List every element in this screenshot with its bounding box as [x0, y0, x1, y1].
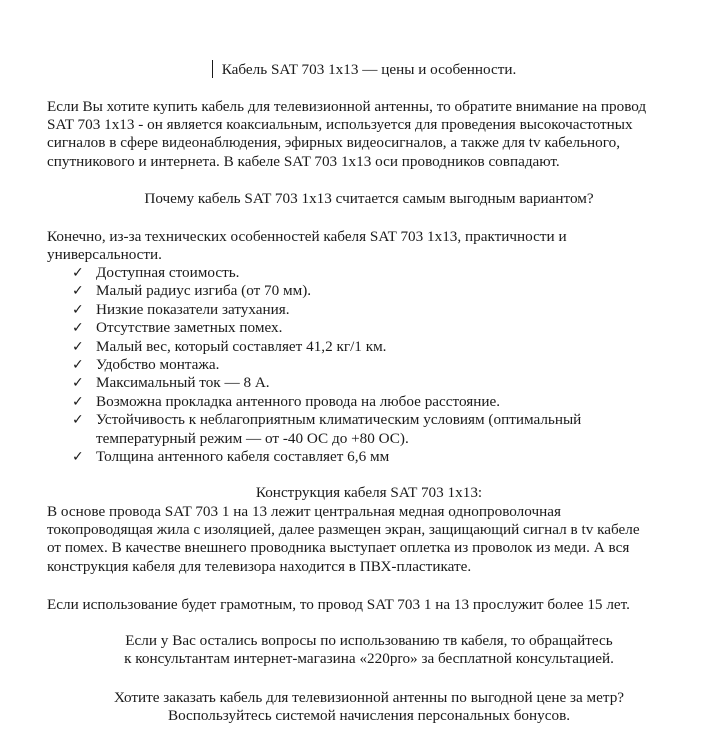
list-item-text: Максимальный ток — 8 А. — [96, 374, 270, 392]
lifetime-paragraph: Если использование будет грамотным, то провод SAT 703 1 на 13 прослужит более 15 лет. — [47, 596, 630, 613]
reasons-line: универсальности. — [47, 246, 162, 264]
intro-line: сигналов в сфере видеонаблюдения, эфирных видеосигналов, а также для tv кабельного, — [47, 134, 621, 152]
list-item — [72, 264, 672, 282]
construction-paragraph — [47, 503, 697, 576]
check-icon: ✓ — [72, 412, 84, 429]
reasons-line: Конечно, из-за технических особенностей кабеля SAT 703 1х13, практичности и — [47, 228, 567, 245]
check-icon: ✓ — [72, 338, 84, 355]
construction-heading: Конструкция кабеля SAT 703 1х13: — [255, 484, 483, 501]
list-item-text: Устойчивость к неблагоприятным климатическим условиям (оптимальный — [96, 411, 582, 429]
construction-line: конструкция кабеля для телевизора находится в ПВХ-пластикате. — [47, 557, 472, 575]
intro-paragraph — [47, 98, 697, 171]
list-item-text: Малый радиус изгиба (от 70 мм). — [96, 282, 312, 300]
intro-line: SAT 703 1х13 - он является коаксиальным, используется для проведения высокочастотных — [47, 116, 633, 134]
intro-line: Если Вы хотите купить кабель для телевизионной антенны, то обратите внимание на провод — [47, 98, 647, 115]
check-icon: ✓ — [72, 357, 84, 374]
construction-line: токопроводящая жила с изоляцией, далее размещен экран, защищающий сигнал в tv кабеле — [47, 521, 640, 539]
list-item — [72, 338, 672, 356]
construction-line: В основе провода SAT 703 1 на 13 лежит центральная медная однопроволочная — [47, 503, 561, 520]
document-title: Кабель SAT 703 1х13 — цены и особенности. — [221, 61, 517, 78]
order-line: Хотите заказать кабель для телевизионной антенны по выгодной цене за метр? — [113, 689, 625, 706]
contact-line: к консультантам интернет-магазина «220pro» за бесплатной консультацией. — [124, 650, 614, 668]
list-item — [72, 356, 672, 374]
intro-line: спутникового и интернета. В кабеле SAT 703 1х13 оси проводников совпадают. — [47, 152, 560, 170]
list-item-text: Возможна прокладка антенного провода на любое расстояние. — [96, 392, 501, 410]
list-item — [72, 411, 672, 448]
contact-line: Если у Вас остались вопросы по использованию тв кабеля, то обращайтесь — [125, 632, 613, 649]
list-item — [72, 282, 672, 300]
list-item-text: Доступная стоимость. — [96, 264, 240, 281]
construction-line: от помех. В качестве внешнего проводника выступает оплетка из проволок из меди. А вся — [47, 539, 630, 557]
list-item-text: Отсутствие заметных помех. — [96, 319, 283, 337]
list-item — [72, 319, 672, 337]
advantages-list — [72, 264, 672, 466]
check-icon: ✓ — [72, 320, 84, 337]
list-item — [72, 448, 672, 466]
reasons-intro — [47, 228, 697, 264]
check-icon: ✓ — [72, 301, 84, 318]
list-item-text: Низкие показатели затухания. — [96, 300, 290, 318]
list-item — [72, 374, 672, 392]
contact-paragraph — [0, 632, 702, 668]
check-icon: ✓ — [72, 449, 84, 466]
list-item — [72, 393, 672, 411]
list-item-text: Малый вес, который составляет 41,2 кг/1 км. — [96, 337, 387, 355]
check-icon: ✓ — [72, 283, 84, 300]
question-heading: Почему кабель SAT 703 1х13 считается самым выгодным вариантом? — [144, 190, 594, 207]
list-item — [72, 301, 672, 319]
list-item-text: температурный режим — от -40 ОС до +80 ОС). — [96, 429, 409, 447]
check-icon: ✓ — [72, 393, 84, 410]
list-item-text: Удобство монтажа. — [96, 356, 220, 374]
check-icon: ✓ — [72, 375, 84, 392]
order-line: Воспользуйтесь системой начисления персональных бонусов. — [167, 707, 571, 725]
check-icon: ✓ — [72, 265, 84, 281]
order-paragraph — [0, 689, 702, 725]
list-item-text: Толщина антенного кабеля составляет 6,6 мм — [96, 448, 390, 466]
